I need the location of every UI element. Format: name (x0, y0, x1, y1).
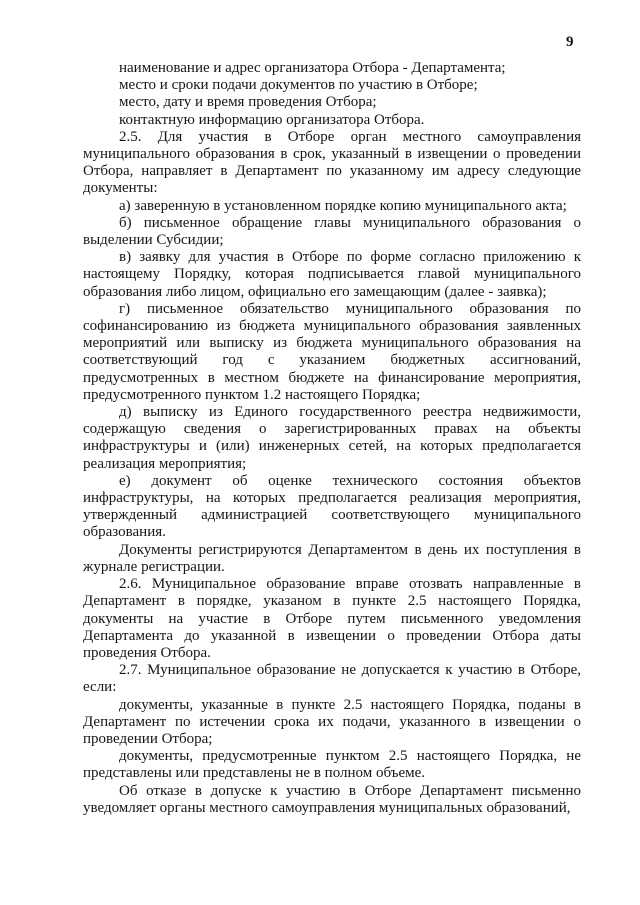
paragraph: Документы регистрируются Департаментом в день их поступления в журнале регистрации. (83, 541, 581, 575)
paragraph: документы, предусмотренные пунктом 2.5 настоящего Порядка, не представлены или представлены не в полном объеме. (83, 748, 581, 782)
paragraph: а) заверенную в установленном порядке копию муниципального акта; (119, 197, 567, 214)
paragraph: б) письменное обращение главы муниципального образования о выделении Субсидии; (83, 214, 581, 249)
paragraph: в) заявку для участия в Отборе по форме согласно приложению к настоящему Порядку, которая подписывается главой муниципального образования либо лицом, официально его замещающим (далее - заявка); (83, 249, 581, 300)
document-body (83, 60, 581, 817)
paragraph: 2.5. Для участия в Отборе орган местного самоуправления муниципального образования в срок, указанный в извещении о проведении Отбора, направляет в Департамент по указанному им адресу следующие документы: (83, 128, 581, 197)
paragraph: 2.6. Муниципальное образование вправе отозвать направленные в Департамент в порядке, указаном в пункте 2.5 настоящего Порядка, документы на участие в Отборе путем письменного уведомления Департамента до указанной в извещении о проведении Отбора даты проведения Отбора. (83, 576, 581, 661)
paragraph: е) документ об оценке технического состояния объектов инфраструктуры, на которых предполагается реализация мероприятия, утвержденный администрацией соответствующего муниципального образования. (83, 472, 581, 541)
paragraph: наименование и адрес организатора Отбора - Департамента; (119, 60, 506, 76)
paragraph: 2.7. Муниципальное образование не допускается к участию в Отборе, если: (83, 662, 581, 696)
paragraph: д) выписку из Единого государственного реестра недвижимости, содержащую сведения о зарегистрированных правах на объекты инфраструктуры и (или) инженерных сетей, на которых предполагается реализация мероприятия; (83, 404, 581, 472)
paragraph: документы, указанные в пункте 2.5 настоящего Порядка, поданы в Департамент по истечении срока их подачи, указанного в извещении о проведении Отбора; (83, 696, 581, 747)
paragraph: место, дату и время проведения Отбора; (119, 94, 377, 111)
page-number: 9 (566, 34, 574, 50)
paragraph: Об отказе в допуске к участию в Отборе Департамент письменно уведомляет органы местного самоуправления муниципальных образований, (83, 782, 581, 816)
paragraph: место и сроки подачи документов по участию в Отборе; (119, 77, 478, 94)
paragraph: контактную информацию организатора Отбора. (119, 111, 425, 128)
paragraph: г) письменное обязательство муниципального образования по софинансированию из бюджета муниципального образования заявленных мероприятий или выписку из бюджета муниципального образования на соответствующий год с указанием бюджетных ассигнований, предусмотренных в местном бюджете на финансирование мероприятия, предусмотренного пунктом 1.2 настоящего Порядка; (83, 300, 581, 403)
